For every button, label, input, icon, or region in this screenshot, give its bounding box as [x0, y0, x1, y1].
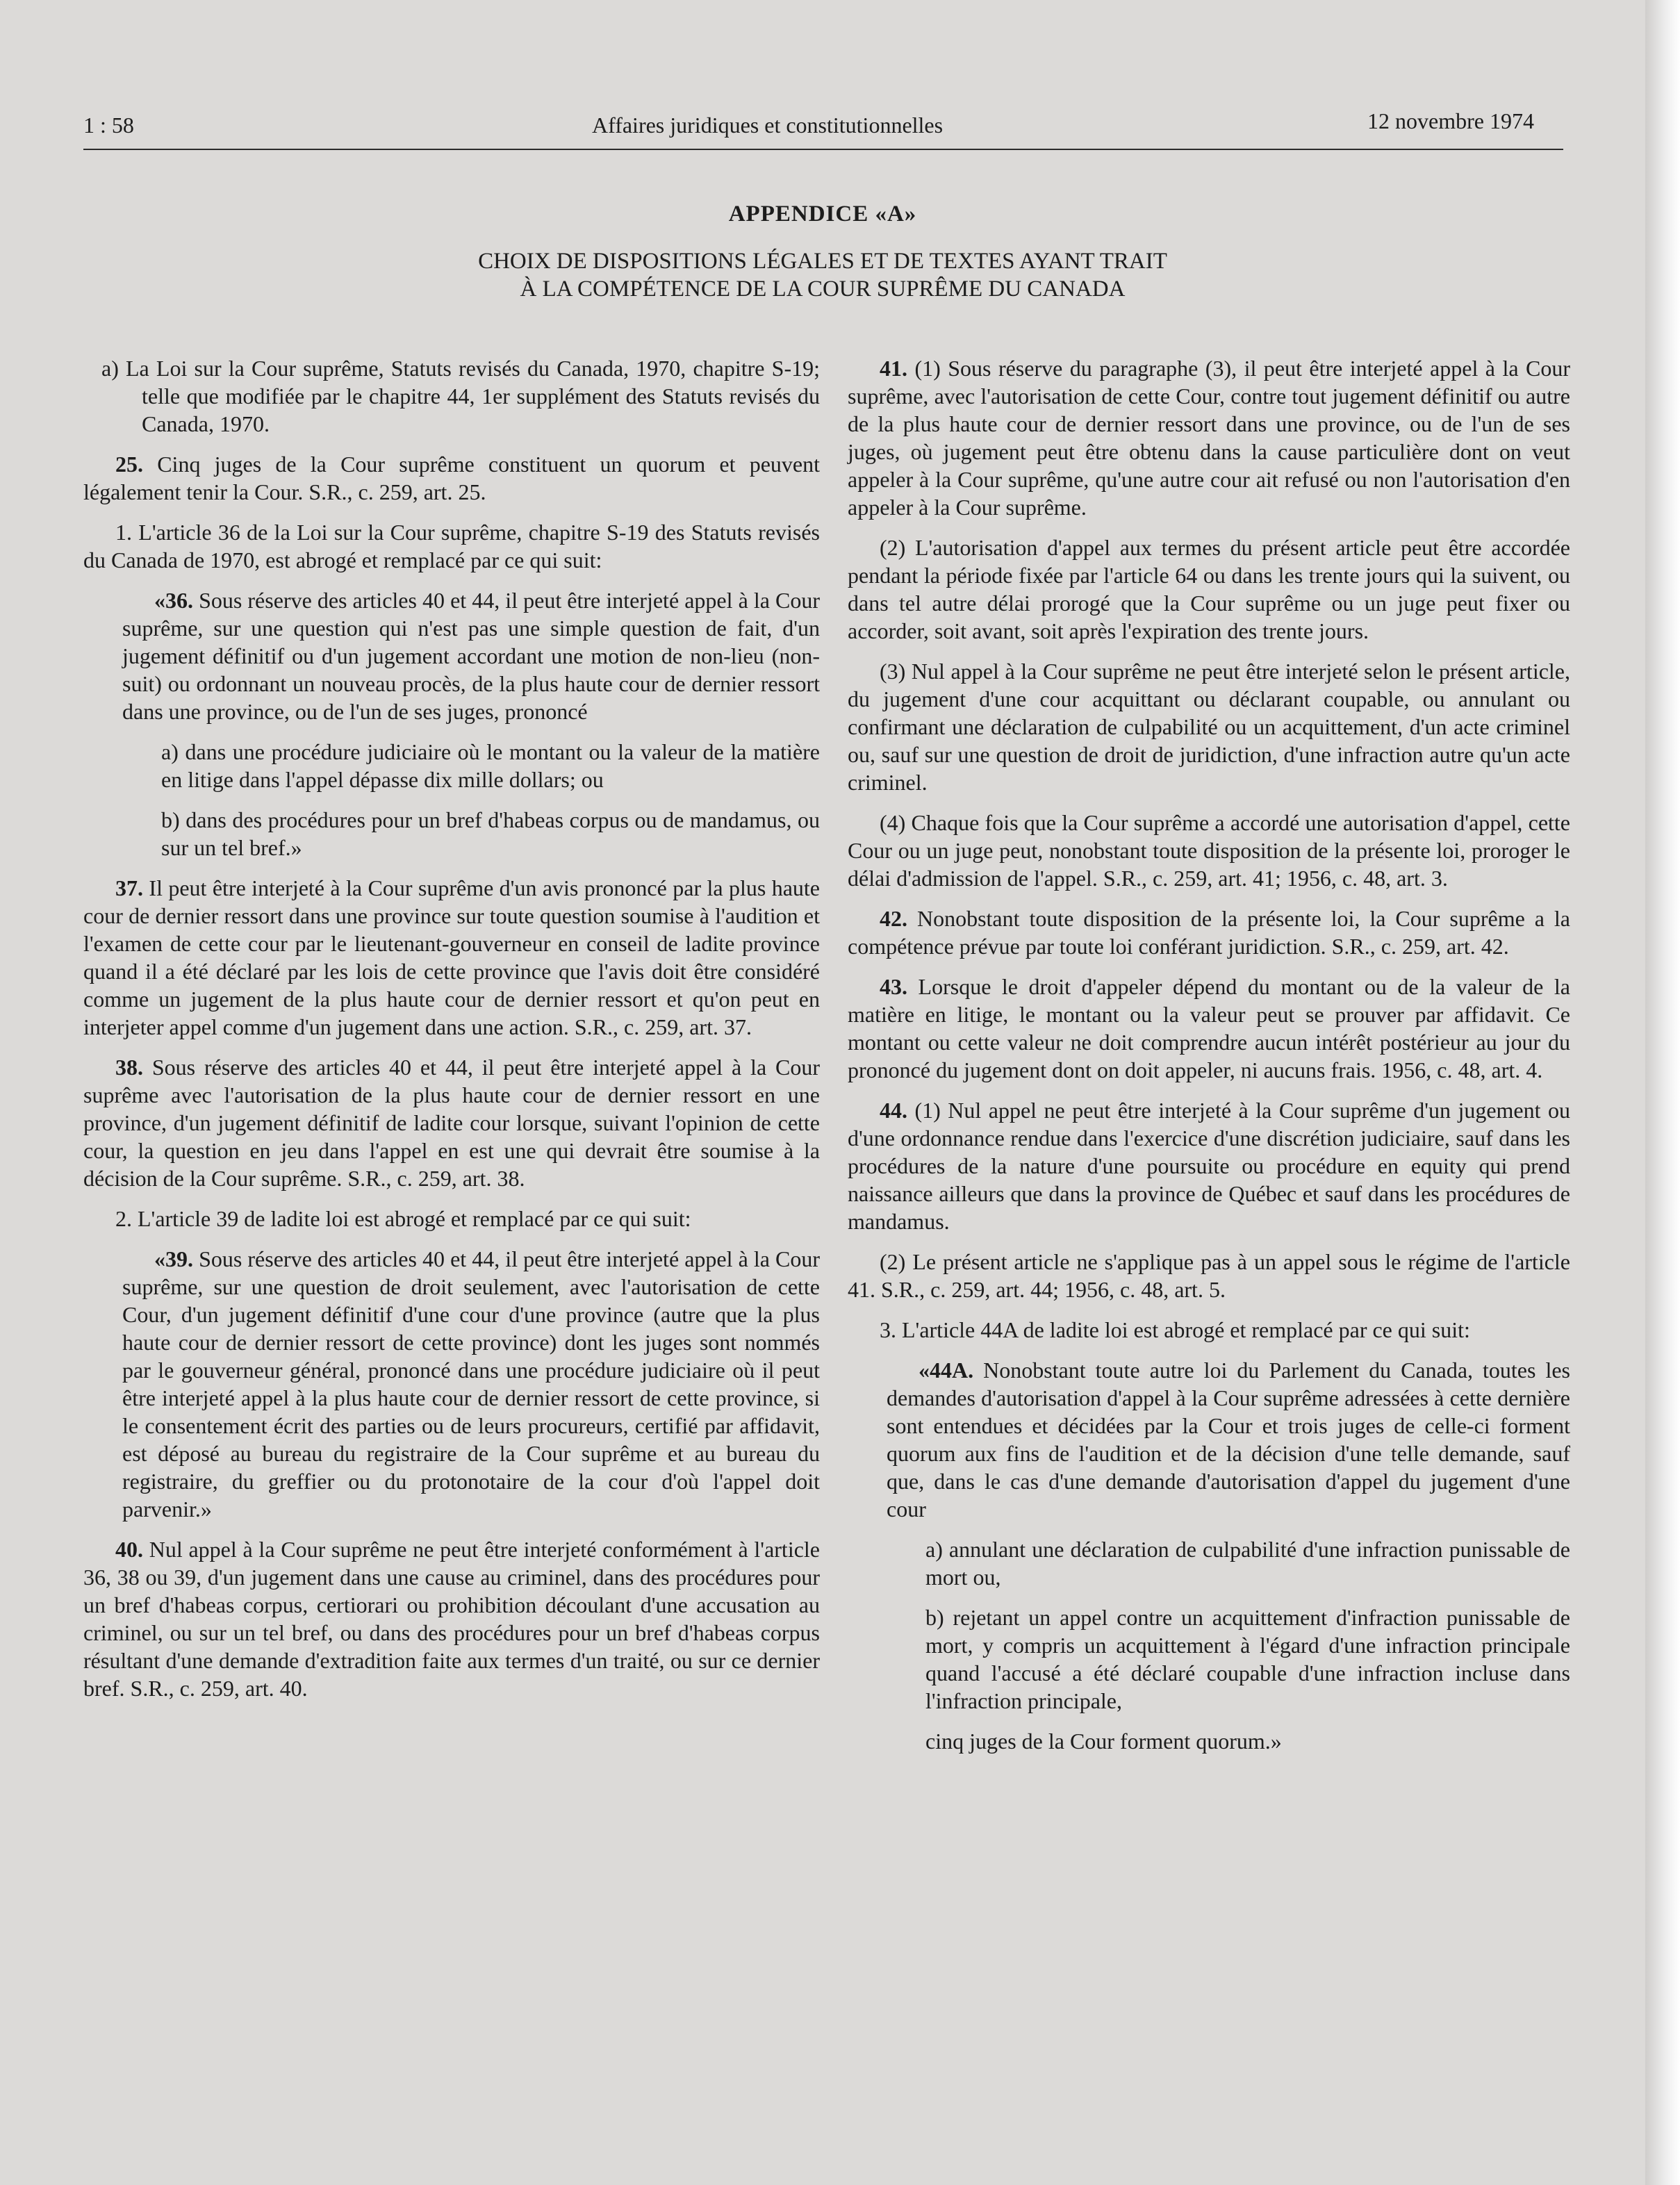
heading-line-2: À LA COMPÉTENCE DE LA COUR SUPRÊME DU CANADA	[520, 277, 1126, 302]
section-44a	[887, 1356, 1570, 1523]
section-text: (1) Nul appel ne peut être interjeté à la Cour suprême d'un jugement ou d'une ordonnance rendue dans l'exercice d'une discrétion judiciaire, sauf dans les procédures de la nature d'une poursuite ou procédure en equity qui prend naissance ailleurs que dans la province de Québec et sauf dans les procédures de mandamus.	[848, 1098, 1571, 1234]
page-number: 1 : 58	[83, 113, 134, 138]
section-36-b: b) dans des procédures pour un bref d'habeas corpus ou de mandamus, ou sur un tel bref.»	[161, 807, 820, 860]
section-number: 38.	[115, 1055, 143, 1080]
section-25	[83, 450, 820, 506]
section-text: Sous réserve des articles 40 et 44, il peut être interjeté appel à la Cour suprême, sur une question qui n'est pas une simple question de fait, d'un jugement définitif ou d'un jugement accordant une motion de non-lieu (non-suit) ou ordonnant un nouveau procès, de la plus haute cour de dernier ressort dans une province, ou de l'un de ses juges, prononcé	[122, 588, 821, 724]
section-number: 41.	[880, 356, 907, 381]
section-number: 40.	[115, 1537, 143, 1562]
left-column	[83, 354, 820, 1715]
section-44a-b: b) rejetant un appel contre un acquittement d'infraction punissable de mort, y compris un acquittement à l'égard d'une infraction principale quand l'accusé a été déclaré coupable d'une infraction incluse dans l'infraction principale,	[925, 1605, 1570, 1713]
amendment-2: 2. L'article 39 de ladite loi est abrogé et remplacé par ce qui suit:	[115, 1206, 691, 1231]
section-text: Sous réserve des articles 40 et 44, il peut être interjeté appel à la Cour suprême, sur une question de droit seulement, avec l'autorisation de cette Cour, d'un jugement définitif d'une cour d'une province (autre que la plus haute cour de dernier ressort de cette province) dont les juges sont nommés par le gouverneur général, prononcé dans une procédure judiciaire où il peut être interjeté appel à la plus haute cour de dernier ressort de cette province, si le consentement écrit des parties ou de leurs procureurs, certifié par affidavit, est déposé au bureau du registraire de la Cour suprême et au bureau du registraire, du greffier ou du protonotaire de la cour d'où l'appel doit parvenir.»	[122, 1246, 821, 1522]
section-number: «36.	[154, 588, 193, 613]
section-number: 25.	[115, 452, 143, 477]
section-number: 44.	[880, 1098, 907, 1123]
amendment-3: 3. L'article 44A de ladite loi est abrogé et remplacé par ce qui suit:	[880, 1317, 1470, 1342]
section-text: Nul appel à la Cour suprême ne peut être interjeté conformément à l'article 36, 38 ou 39, d'un jugement dans une cause au criminel, dans des procédures pour un bref d'habeas corpus, certiorari ou prohibition découlant d'une accusation au criminel, ou sur un tel bref, ou dans des procédures pour un bref d'habeas corpus résultant d'une demande d'extradition faite aux termes d'un traité, ou sur ce dernier bref. S.R., c. 259, art. 40.	[83, 1537, 821, 1701]
section-36	[122, 586, 820, 725]
quoted-section-36	[122, 586, 820, 861]
section-36-a: a) dans une procédure judiciaire où le montant ou la valeur de la matière en litige dans l'appel dépasse dix mille dollars; ou	[161, 739, 820, 792]
page-edge	[1645, 0, 1680, 2185]
section-number: 42.	[880, 906, 907, 931]
section-44a-a: a) annulant une déclaration de culpabilité d'une infraction punissable de mort ou,	[925, 1537, 1570, 1590]
section-42	[848, 905, 1570, 960]
section-44-2: (2) Le présent article ne s'applique pas à un appel sous le régime de l'article 41. S.R., c. 259, art. 44; 1956, c. 48, art. 5.	[848, 1249, 1570, 1302]
section-number: «39.	[154, 1246, 193, 1271]
section-text: Cinq juges de la Cour suprême constituent un quorum et peuvent légalement tenir la Cour. S.R., c. 259, art. 25.	[83, 452, 821, 504]
section-text: Il peut être interjeté à la Cour suprême d'un avis prononcé par la plus haute cour de dernier ressort dans une province sur toute question soumise à l'audition et l'examen de cette cour par le lieutenant-gouverneur en conseil de ladite province quand il a été déclaré par les lois de cette province que l'avis doit être considéré comme un jugement de la plus haute cour de dernier ressort et qu'on peut en interjeter appel comme d'un jugement dans une action. S.R., c. 259, art. 37.	[83, 875, 821, 1039]
intro-paragraph: a) La Loi sur la Cour suprême, Statuts revisés du Canada, 1970, chapitre S-19; telle que modifiée par le chapitre 44, 1er supplément des Statuts revisés du Canada, 1970.	[101, 356, 820, 436]
section-37	[83, 874, 820, 1041]
section-40	[83, 1535, 820, 1702]
section-44a-closing: cinq juges de la Cour forment quorum.»	[925, 1729, 1282, 1754]
section-41-3: (3) Nul appel à la Cour suprême ne peut être interjeté selon le présent article, du jugement d'une cour acquittant ou déclarant coupable, ou annulant ou confirmant une déclaration de culpabilité ou un acquittement, d'un acte criminel ou, sauf sur une question de droit de juridiction, d'une infraction autre qu'un acte criminel.	[848, 659, 1570, 795]
section-43	[848, 973, 1570, 1084]
section-text: (1) Sous réserve du paragraphe (3), il peut être interjeté appel à la Cour suprême, avec l'autorisation de cette Cour, contre tout jugement définitif ou autre de la plus haute cour de dernier ressort dans une province, ou de l'un de ses juges, où jugement peut être obtenu dans la cause particulière dont on veut appeler à la Cour suprême, qu'une autre cour ait refusé ou non l'autorisation d'en appeler à la Cour suprême.	[848, 356, 1571, 520]
quoted-section-39	[122, 1245, 820, 1523]
section-39	[122, 1245, 820, 1523]
section-41-4: (4) Chaque fois que la Cour suprême a accordé une autorisation d'appel, cette Cour ou un juge peut, nonobstant toute disposition de la présente loi, proroger le délai d'admission de l'appel. S.R., c. 259, art. 41; 1956, c. 48, art. 3.	[848, 810, 1570, 891]
section-38	[83, 1053, 820, 1192]
quoted-section-44a	[887, 1356, 1570, 1755]
section-41-2: (2) L'autorisation d'appel aux termes du présent article peut être accordée pendant la période fixée par l'article 64 ou dans les trente jours qui la suivent, ou dans tel autre délai prorogé que la Cour suprême ou un juge peut fixer ou accorder, soit avant, soit après l'expiration des trente jours.	[848, 535, 1570, 643]
section-number: 37.	[115, 875, 143, 900]
section-number: «44A.	[919, 1358, 974, 1383]
amendment-1: 1. L'article 36 de la Loi sur la Cour suprême, chapitre S-19 des Statuts revisés du Canada de 1970, est abrogé et remplacé par ce qui suit:	[83, 520, 820, 572]
heading-line-1: CHOIX DE DISPOSITIONS LÉGALES ET DE TEXTES AYANT TRAIT	[478, 249, 1167, 274]
right-column	[848, 354, 1570, 1767]
section-heading	[0, 247, 1645, 303]
appendix-title: APPENDICE «A»	[728, 201, 917, 226]
section-text: Lorsque le droit d'appeler dépend du montant ou de la valeur de la matière en litige, le montant ou la valeur peut se prouver par affidavit. Ce montant ou cette valeur ne doit comprendre aucun intérêt postérieur au jour du prononcé du jugement dont on doit appeler, ni aucuns frais. 1956, c. 48, art. 4.	[848, 974, 1571, 1082]
section-number: 43.	[880, 974, 907, 999]
running-header-title: Affaires juridiques et constitutionnelles	[592, 113, 944, 138]
section-text: Sous réserve des articles 40 et 44, il peut être interjeté appel à la Cour suprême avec l'autorisation de la plus haute cour de dernier ressort en une province, d'un jugement définitif de ladite cour lorsque, suivant l'opinion de cette cour, la question en jeu dans l'appel en est une qui devrait être soumise à la décision de la Cour suprême. S.R., c. 259, art. 38.	[83, 1055, 821, 1191]
section-44-1	[848, 1096, 1570, 1235]
header-rule	[83, 149, 1563, 150]
running-header-date: 12 novembre 1974	[1367, 108, 1534, 133]
section-text: Nonobstant toute autre loi du Parlement du Canada, toutes les demandes d'autorisation d'appel à la Cour suprême adressées à cette dernière sont entendues et décidées par la Cour et trois juges de celle-ci forment quorum aux fins de l'audition et de la décision d'une telle demande, sauf que, dans le cas d'une demande d'autorisation d'appel du jugement d'une cour	[887, 1358, 1571, 1522]
section-text: Nonobstant toute disposition de la présente loi, la Cour suprême a la compétence prévue par toute loi conférant juridiction. S.R., c. 259, art. 42.	[848, 906, 1571, 959]
section-41-1	[848, 354, 1570, 521]
